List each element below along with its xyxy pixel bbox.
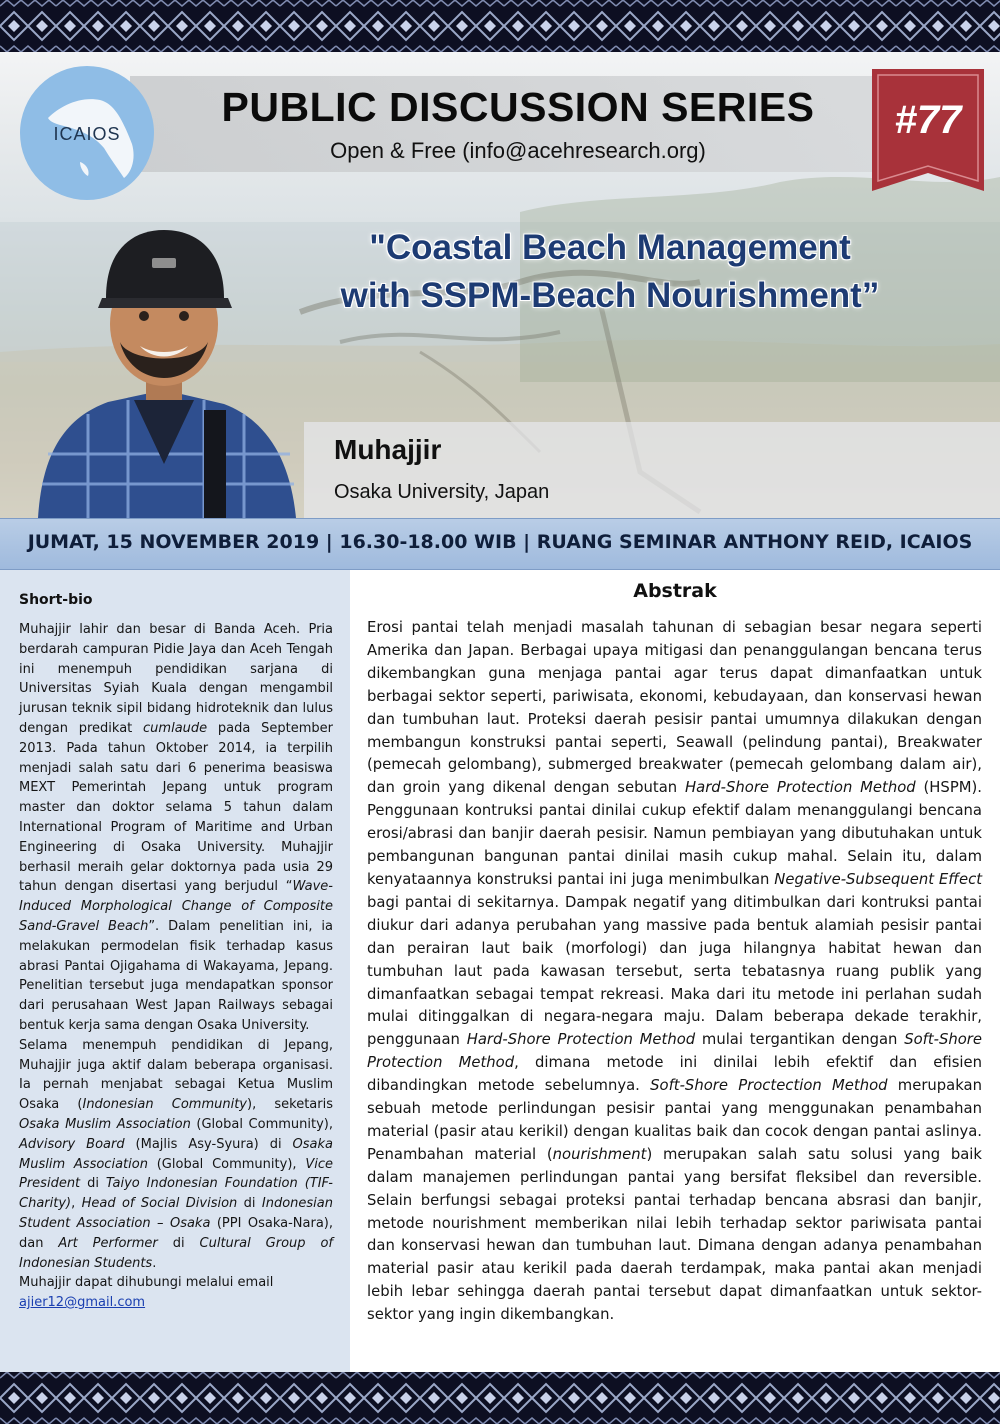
speaker-affiliation: Osaka University, Japan xyxy=(334,481,550,503)
talk-title xyxy=(250,224,970,320)
top-ornament-border xyxy=(0,0,1000,52)
speaker-name: Muhajjir xyxy=(334,434,442,465)
talk-title-line-2: with SSPM-Beach Nourishment” xyxy=(340,276,880,315)
bio-paragraph-3: Muhajjir dapat dihubungi melalui email ajier12@gmail.com xyxy=(19,1275,274,1311)
episode-number: #77 xyxy=(894,98,962,142)
bio-heading: Short-bio xyxy=(19,592,93,608)
logo-text: ICAIOS xyxy=(53,124,121,144)
bio-paragraph-1: Muhajjir lahir dan besar di Banda Aceh. Pria berdarah campuran Pidie Jaya dan Aceh Tengah ini menempuh pendidikan sarjana di Universitas Syiah Kuala dengan mengambil jurusan teknik sipil bidang hidroteknik dan lulus dengan predikat cumlaude pada September 2013. Pada tahun Oktober 2014, ia terpilih menjadi salah satu dari 6 penerima beasiswa MEXT Pemerintah Jepang untuk program master dan doktor selama 5 tahun dalam International Program of Maritime and Urban Engineering di Osaka University. Muhajjir berhasil meraih gelar doktornya pada usia 29 tahun dengan disertasi yang berjudul “Wave-Induced Morphological Change of Composite Sand-Gravel Beach”. Dalam penelitian ini, ia melakukan permodelan fisik terhadap kasus abrasi Pantai Ojigahama di Wakayama, Jepang. Penelitian tersebut juga mendapatkan sponsor dari perusahaan West Japan Railways sebagai bentuk kerja sama dengan Osaka University. xyxy=(19,622,333,1033)
contact-email-link[interactable]: ajier12@gmail.com xyxy=(19,1295,146,1311)
series-subtitle: Open & Free (info@acehresearch.org) xyxy=(330,138,706,163)
icaios-logo xyxy=(20,66,154,200)
speaker-photo xyxy=(28,214,300,518)
bio-text xyxy=(19,620,333,1313)
abstract-text: Erosi pantai telah menjadi masalah tahunan di sebagian besar negara seperti Amerika dan Japan. Berbagai upaya mitigasi dan penanggulangan bencana terus dikembangkan guna menjaga pantai agar terus dapat dimanfaatkan untuk berbagai sektor seperti, pariwisata, ekonomi, kebudayaan, dan konservasi hewan dan tumbuhan laut. Proteksi daerah pesisir pantai umumnya dilakukan dengan membangun konstruksi pantai seperti, Seawall (pelindung pantai), Breakwater (pemecah gelombang), submerged breakwater (pemecah gelombang dalam air), dan groin yang dikenal dengan sebutan Hard-Shore Protection Method (HSPM). Penggunaan kontruksi pantai dinilai cukup efektif dalam menanggulangi bencana erosi/abrasi dan banjir daerah pesisir. Namun pembiayan yang dibutuhakan untuk pembangunan bangunan pantai dinilai masih cukup mahal. Selain itu, dalam kenyataannya konstruksi pantai ini juga menimbulkan Negative-Subsequent Effect bagi pantai di sekitarnya. Dampak negatif yang ditimbulkan dari kontruksi pantai diukur dari adanya perubahan yang massive pada bentuk alamiah pesisir pantai dan perairan laut baik (morfologi) dan juga hilangnya habitat hewan dan tumbuhan laut pada kawasan tersebut, serta tebatasnya ruang publik yang dimanfaatkan sebagai tempat rekreasi. Maka dari itu metode ini perlahan sudah mulai ditinggalkan di negara-negara maju. Dalam beberapa dekade terakhir, penggunaan Hard-Shore Protection Method mulai tergantikan dengan Soft-Shore Protection Method, dimana metode ini dinilai lebih efektif dan efisien dibandingkan metode sebelumnya. Soft-Shore Proctection Method merupakan sebuah metode perlindungan pesisir pantai yang menggunakan penambahan material (pasir atau kerikil) dengan kualitas baik dan cocok dengan pantai aslinya. Penambahan material (nourishment) merupakan salah satu solusi yang baik dalam manajemen perlindungan pantai yang bersifat fleksibel dan reversible. Selain berfungsi sebagai proteksi pantai terhadap bencana absrasi dan banjir, metode nourishment memberikan nilai lebih terhadap sektor pariwisata pantai dan konservasi hewan dan tumbuhan laut. Dimana dengan adanya penambahan material pasir atau kerikil pada daerah terdampak, maka pantai akan menjadi lebih lebar sehingga daerah pantai tersebut dapat dimanfaatkan untuk sektor-sektor yang ingin dikembangkan. xyxy=(367,619,983,1324)
bio-paragraph-2: Selama menempuh pendidikan di Jepang, Muhajjir juga aktif dalam beberapa organisasi. Ia pernah menjabat sebagai Ketua Muslim Osaka (Indonesian Community), seketaris Osaka Muslim Association (Global Community), Advisory Board (Majlis Asy-Syura) di Osaka Muslim Association (Global Community), Vice President di Taiyo Indonesian Foundation (TIF-Charity), Head of Social Division di Indonesian Student Association – Osaka (PPI Osaka-Nara), dan Art Performer di Cultural Group of Indonesian Students. xyxy=(19,1037,334,1271)
talk-title-line-1: "Coastal Beach Management xyxy=(369,228,851,267)
abstract-heading: Abstrak xyxy=(633,580,717,602)
series-title: PUBLIC DISCUSSION SERIES xyxy=(221,84,815,130)
bottom-ornament-border xyxy=(0,1372,1000,1424)
event-details: JUMAT, 15 NOVEMBER 2019 | 16.30-18.00 WIB | RUANG SEMINAR ANTHONY REID, ICAIOS xyxy=(27,531,973,553)
hero-banner xyxy=(0,52,1000,518)
